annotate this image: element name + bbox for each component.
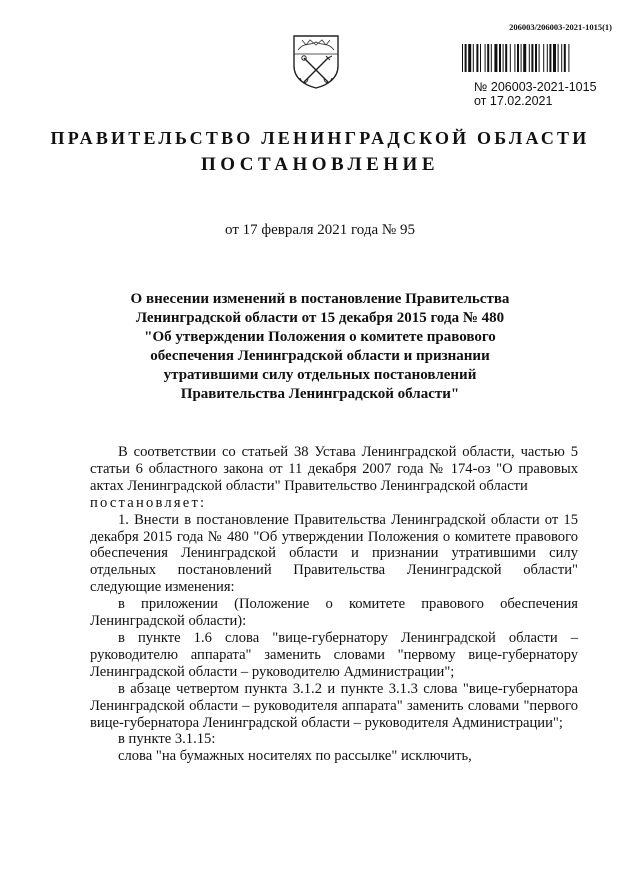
item-1-paragraph: 1. Внести в постановление Правительства Ленинградской области от 15 декабря 2015 года № 480 "Об утверждении Положения о комитете правового обеспечения Ленинградской области и признании утратившими силу отдельных постановлений Правительства Ленинградской области" следующие изменения:: [90, 511, 578, 596]
document-date: от 17 февраля 2021 года № 95: [225, 222, 415, 238]
point-1-6-paragraph: в пункте 1.6 слова "вице-губернатору Ленинградской области – руководителю аппарата" заменить словами "первому вице-губернатору Ленинградской области – руководителю Администрации";: [90, 629, 578, 680]
document-id: 206003/206003-2021-1015(1): [509, 22, 612, 32]
point-3-1-15-paragraph: в пункте 3.1.15:: [118, 731, 216, 748]
subject-line: утратившими силу отдельных постановлений: [163, 367, 477, 383]
document-body: [90, 444, 578, 765]
document-type: ПОСТАНОВЛЕНИЕ: [200, 154, 440, 175]
subject-line: обеспечения Ленинградской области и признании: [150, 348, 490, 364]
registration-stamp: [474, 80, 597, 108]
exclude-words-paragraph: слова "на бумажных носителях по рассылке" исключить,: [118, 748, 472, 765]
registration-date: от 17.02.2021: [474, 94, 553, 108]
subject-line: "Об утверждении Положения о комитете правового: [144, 329, 496, 345]
subject-line: Ленинградской области от 15 декабря 2015 года № 480: [135, 310, 505, 326]
point-3-1-2-paragraph: в абзаце четвертом пункта 3.1.2 и пункте 3.1.3 слова "вице-губернатора Ленинградской области – руководителя аппарата" заменить словами "первого вице-губернатора Ленинградской области – руководителя Администрации";: [90, 680, 578, 731]
organization-title: ПРАВИТЕЛЬСТВО ЛЕНИНГРАДСКОЙ ОБЛАСТИ: [50, 128, 590, 148]
annex-paragraph: в приложении (Положение о комитете правового обеспечения Ленинградской области):: [90, 596, 578, 630]
decides-word: постановляет:: [90, 494, 207, 511]
preamble-paragraph: В соответствии со статьей 38 Устава Ленинградской области, частью 5 статьи 6 областного закона от 11 декабря 2007 года № 174-оз "О правовых актах Ленинградской области" Правительство Ленинградской области: [90, 444, 578, 494]
subject-line: Правительства Ленинградской области": [180, 386, 460, 402]
coat-of-arms-icon: [290, 32, 342, 90]
registration-number: № 206003-2021-1015: [474, 80, 597, 94]
barcode-icon: [462, 44, 622, 72]
subject-line: О внесении изменений в постановление Правительства: [130, 291, 510, 307]
document-subject: [110, 290, 530, 404]
